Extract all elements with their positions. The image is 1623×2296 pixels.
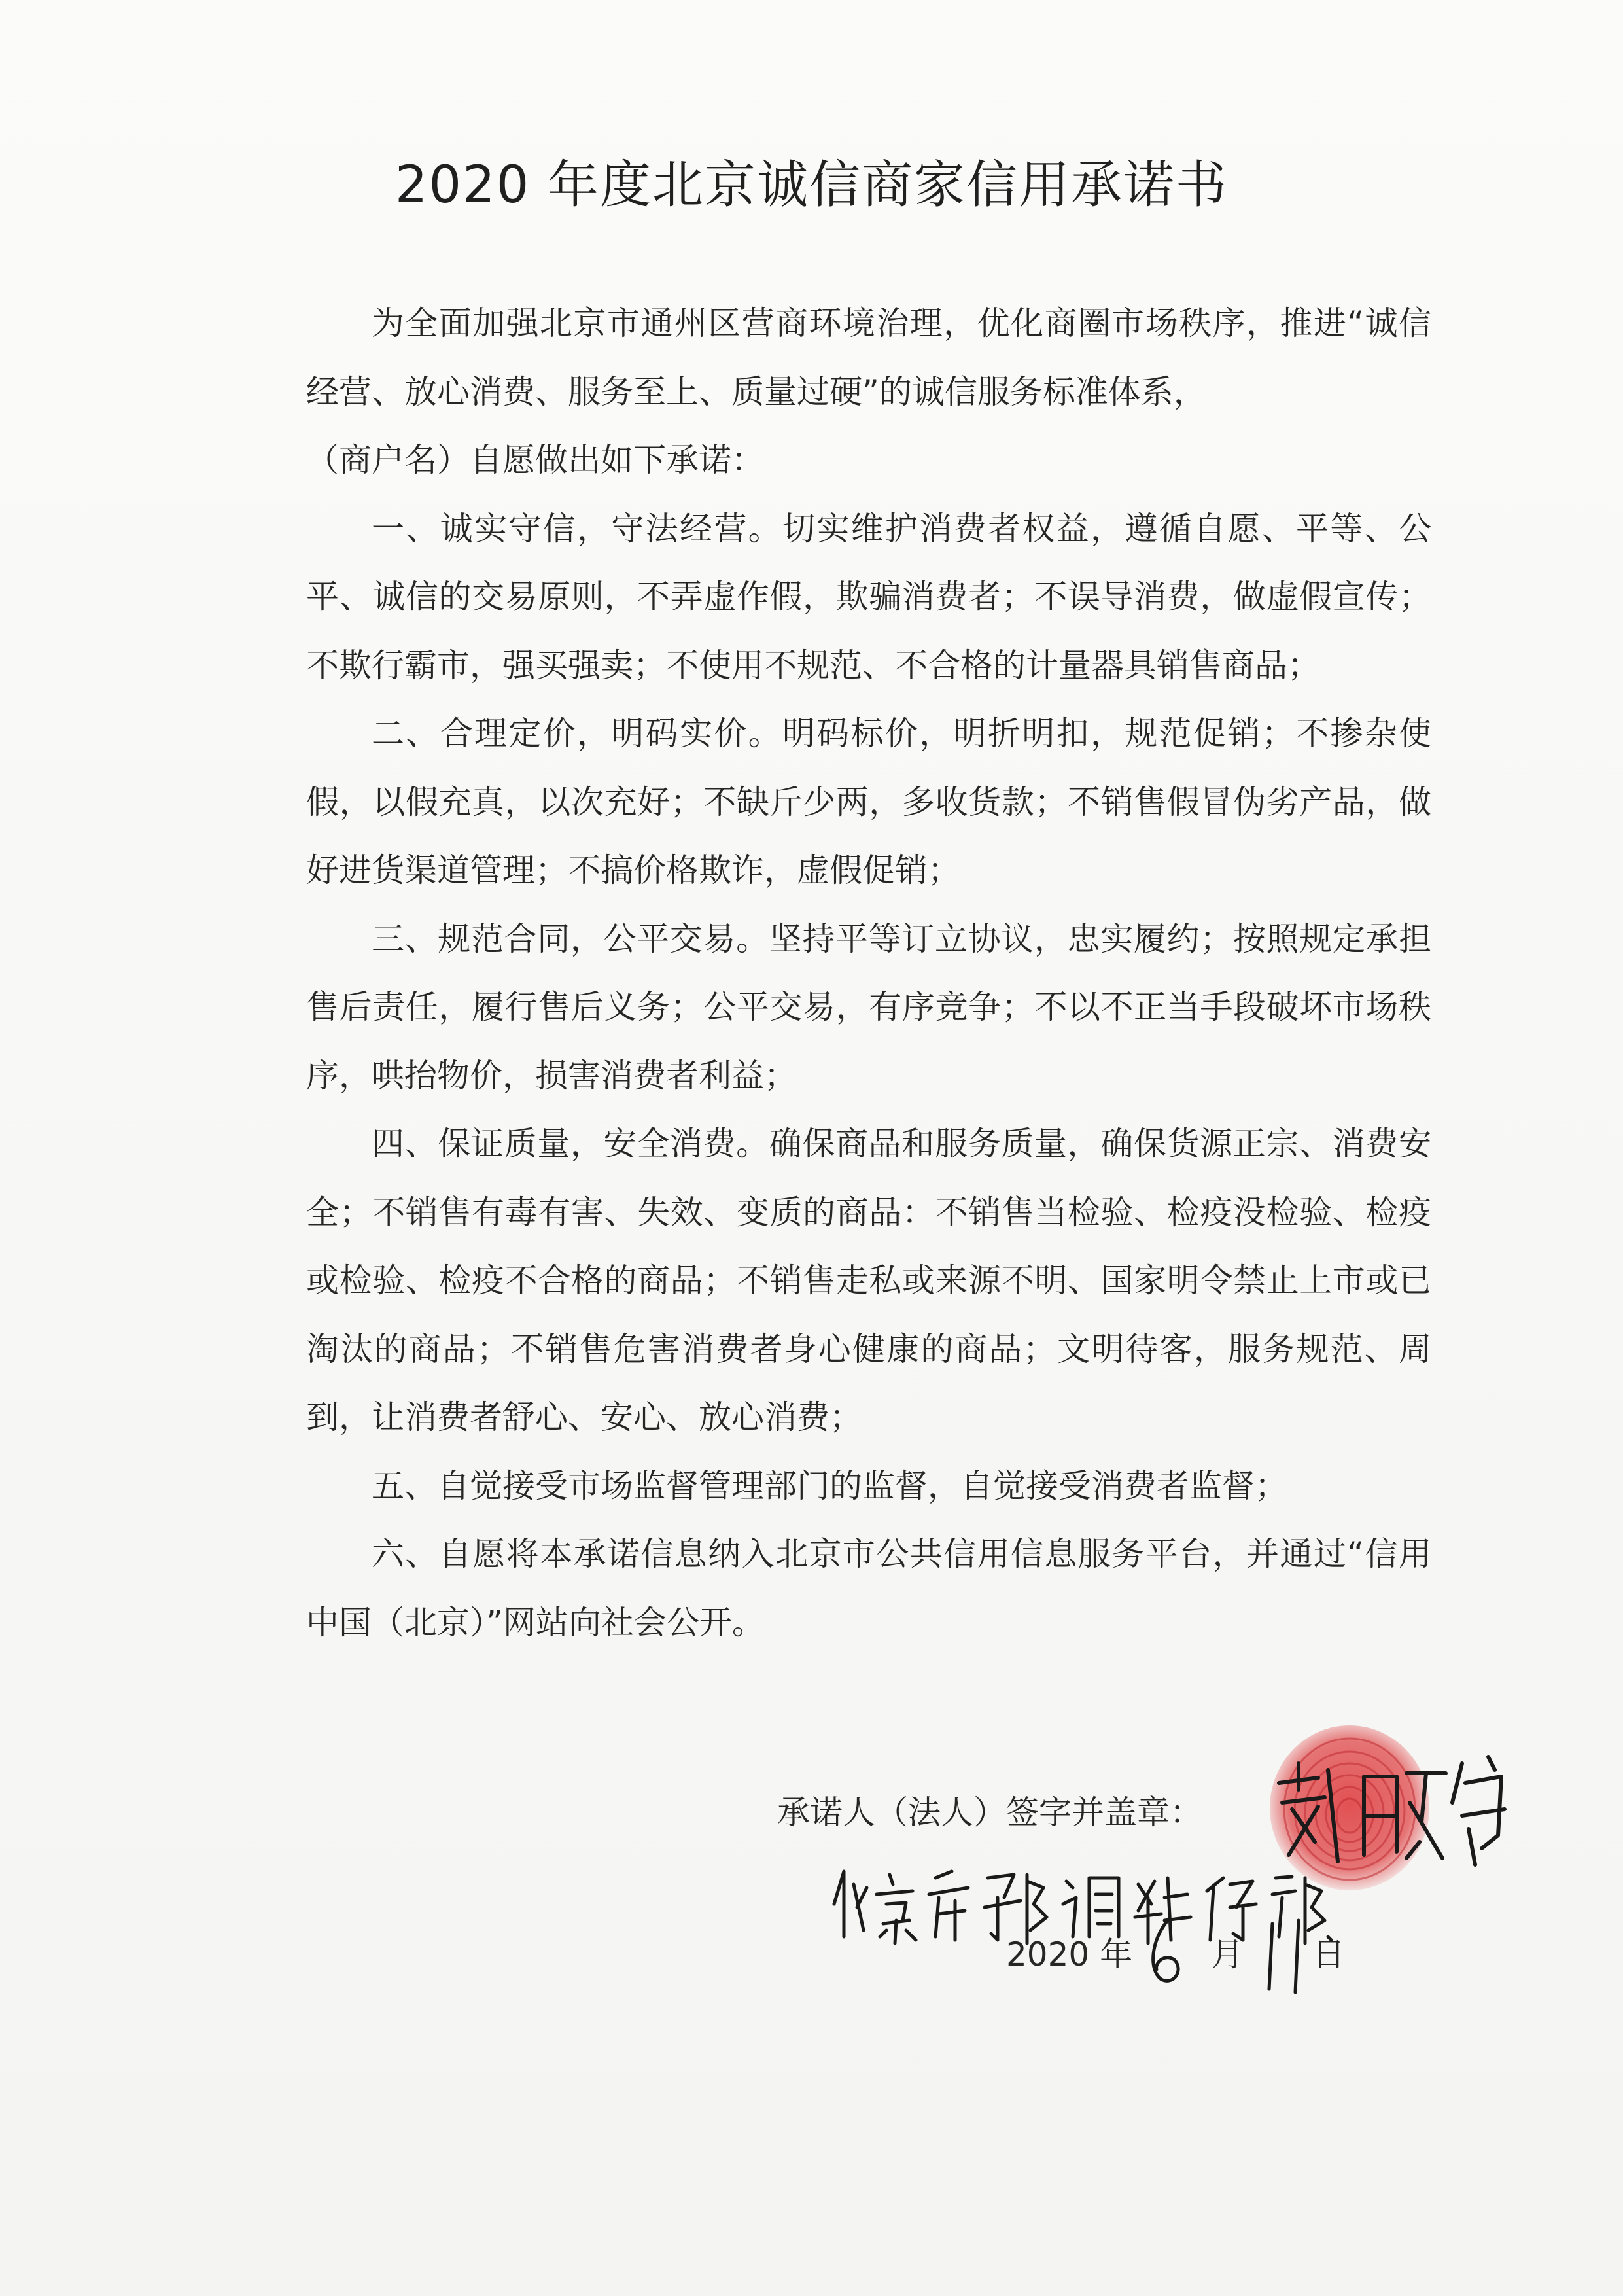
commitment-item-2: 二、合理定价，明码实价。明码标价，明折明扣，规范促销；不掺杂使假，以假充真，以次充好；不缺斤少两，多收货款；不销售假冒伪劣产品，做好进货渠道管理；不搞价格欺诈，虚假促销； — [306, 715, 1431, 889]
commitment-item-3: 三、规范合同，公平交易。坚持平等订立协议，忠实履约；按照规定承担售后责任，履行售后义务；公平交易，有序竞争；不以不正当手段破坏市场秩序，哄抬物价，损害消费者利益； — [306, 919, 1431, 1095]
intro-paragraph: 为全面加强北京市通州区营商环境治理，优化商圈市场秩序，推进“诚信经营、放心消费、服务至上、质量过硬”的诚信服务标准体系， — [306, 304, 1431, 411]
commitment-item-4: 四、保证质量，安全消费。确保商品和服务质量，确保货源正宗、消费安全；不销售有毒有害、失效、变质的商品：不销售当检验、检疫没检验、检疫或检验、检疫不合格的商品；不销售走私或来源不明、国家明令禁止上市或已淘汰的商品；不销售危害消费者身心健康的商品；文明待客，服务规范、周到，让消费者舒心、安心、放心消费； — [306, 1125, 1431, 1436]
commitment-body — [306, 289, 1431, 1657]
date-month-unit: 月 — [1211, 1935, 1244, 1973]
handwritten-signature — [1266, 1744, 1514, 1875]
document-title: 2020 年度北京诚信商家信用承诺书 — [394, 156, 1229, 215]
commitment-item-6: 六、自愿将本承诺信息纳入北京市公共信用信息服务平台，并通过“信用中国（北京）”网站向社会公开。 — [306, 1535, 1431, 1642]
signature-label: 承诺人（法人）签字并盖章： — [777, 1793, 1202, 1831]
intro-continuation: （商户名）自愿做出如下承诺： — [306, 441, 764, 479]
date-day-unit: 日 — [1312, 1935, 1346, 1973]
date-year: 2020 年 — [1006, 1935, 1133, 1973]
handwritten-date-digits — [1138, 1904, 1328, 1996]
commitment-item-1: 一、诚实守信，守法经营。切实维护消费者权益，遵循自愿、平等、公平、诚信的交易原则，不弄虚作假，欺骗消费者；不误导消费，做虚假宣传；不欺行霸市，强买强卖；不使用不规范、不合格的计量器具销售商品； — [306, 509, 1431, 684]
commitment-item-5: 五、自觉接受市场监督管理部门的监督，自觉接受消费者监督； — [372, 1466, 1287, 1505]
